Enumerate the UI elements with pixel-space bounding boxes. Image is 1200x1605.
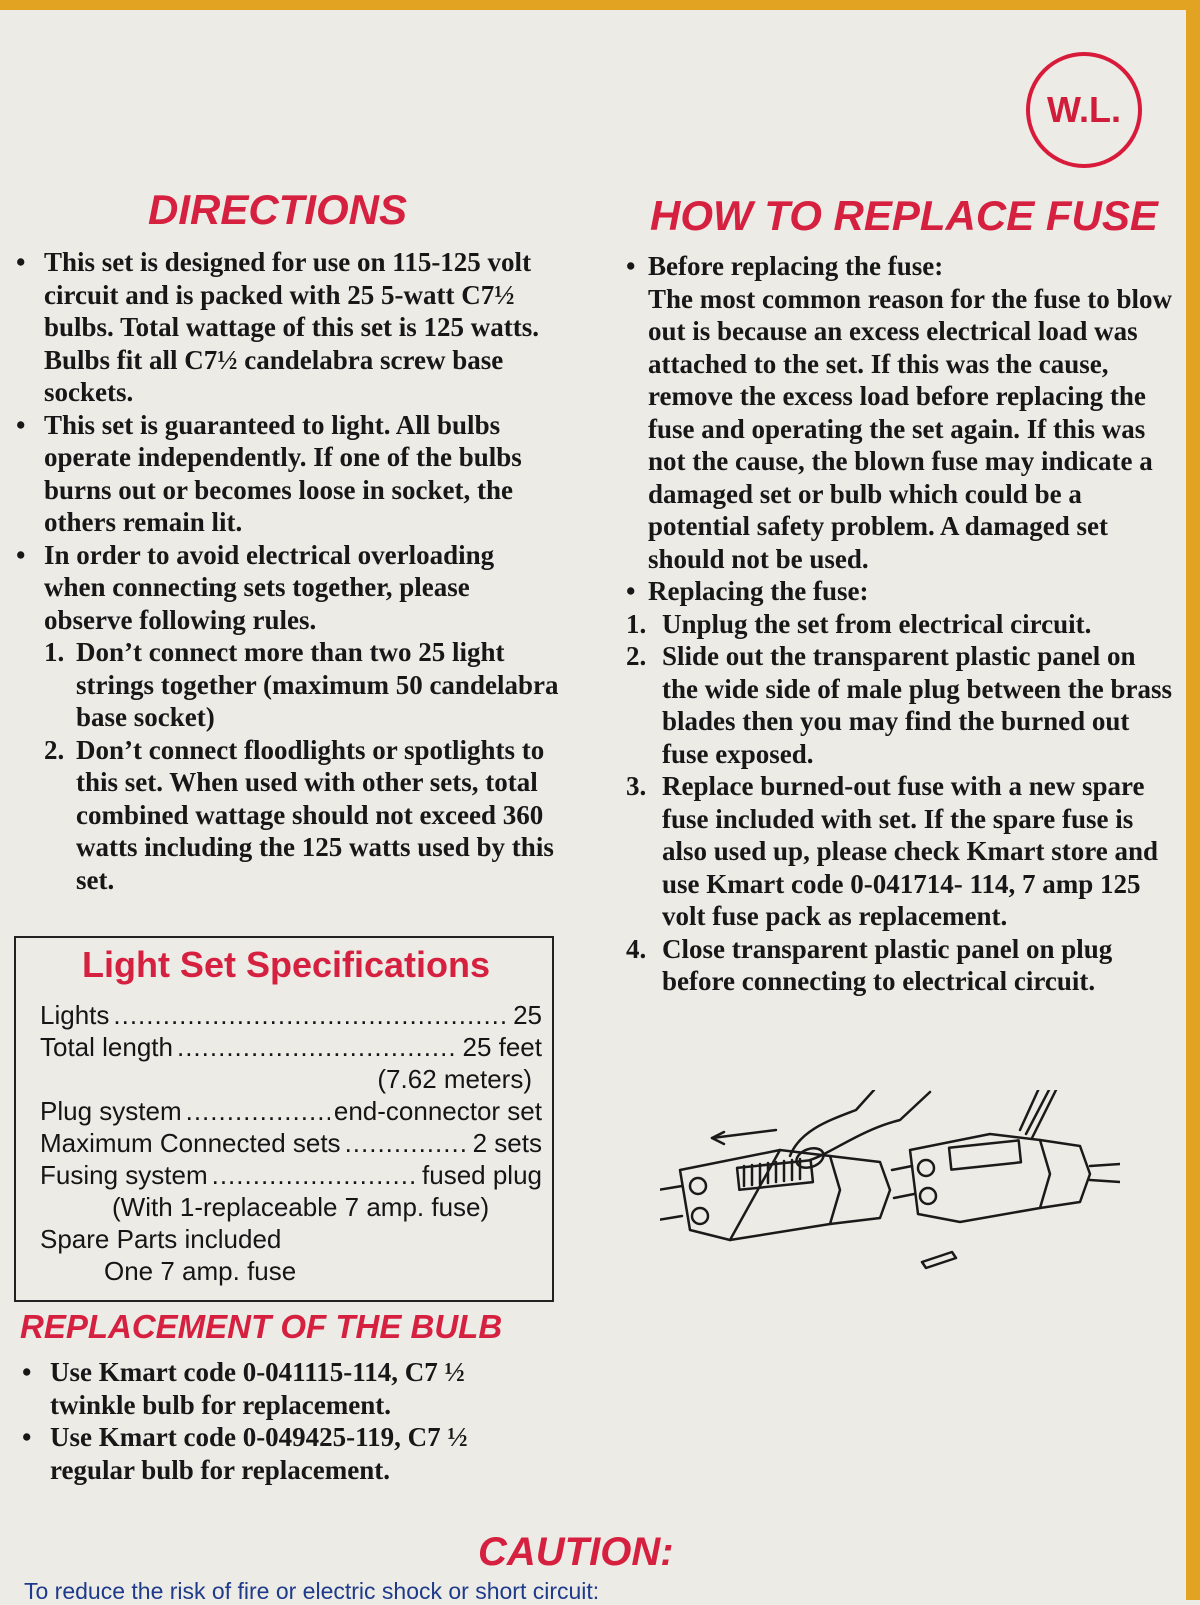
fuse-step-text: Slide out the transparent plastic panel on the wide side of male plug between the brass blades then you may find the burned out fuse exposed. <box>662 641 1172 769</box>
spec-fuse-note: (With 1-replaceable 7 amp. fuse) <box>112 1192 490 1222</box>
fuse-step-text: Unplug the set from electrical circuit. <box>662 608 1092 639</box>
directions-bullet-2: • This set is guaranteed to light. All bulbs operate independently. If one of the bulbs burns out or becomes loose in socket, the others remain lit. <box>14 409 562 539</box>
spec-leader <box>186 1096 330 1127</box>
spec-label: Fusing system <box>40 1160 208 1190</box>
replacement-bullet-2: • Use Kmart code 0-049425-119, C7 ½ regular bulb for replacement. <box>20 1421 540 1486</box>
spec-value: 25 feet <box>462 1032 542 1062</box>
fuse-step-number: 2. <box>626 641 647 671</box>
spec-spare-value: One 7 amp. fuse <box>104 1256 297 1286</box>
spec-value: end-connector set <box>333 1096 542 1126</box>
spec-label: Lights <box>40 1000 110 1030</box>
right-border <box>1186 0 1200 1600</box>
directions-section <box>14 246 562 896</box>
directions-title: DIRECTIONS <box>148 186 408 233</box>
spec-value: 25 <box>513 1000 542 1030</box>
rule-number-1: 1. <box>44 637 65 667</box>
fuse-step-text: Close transparent plastic panel on plug before connecting to electrical circuit. <box>662 933 1113 996</box>
caution-title: CAUTION: <box>478 1530 674 1574</box>
spec-label: Total length <box>40 1032 173 1062</box>
fuse-step-1 <box>626 608 1174 641</box>
rule-text-1: Don’t connect more than two 25 light strings together (maximum 50 candelabra base socket) <box>76 637 559 732</box>
plug-fuse-illustration-icon <box>660 1090 1120 1280</box>
spec-leader <box>345 1128 469 1159</box>
fuse-replacing-label: • Replacing the fuse: <box>626 575 1174 608</box>
fuse-step-3 <box>626 770 1174 933</box>
spec-leader <box>177 1032 459 1063</box>
rule-item-1 <box>14 636 562 734</box>
fuse-step-text: Replace burned-out fuse with a new spare fuse included with set. If the spare fuse is also used up, please check Kmart store and use Kmart code 0-041714- 114, 7 amp 125 volt fuse pack as replacement. <box>662 771 1159 931</box>
spec-value: fused plug <box>422 1160 542 1190</box>
rule-number-2: 2. <box>44 734 65 765</box>
directions-bullet-1: • This set is designed for use on 115-125 volt circuit and is packed with 25 5-watt C7½ bulbs. Total wattage of this set is 125 watts. Bulbs fit all C7½ candelabra screw base sockets. <box>14 246 562 409</box>
rule-item-2 <box>14 734 562 897</box>
wl-seal-icon <box>1026 52 1142 168</box>
spec-row-max-sets <box>40 1128 542 1159</box>
replacement-section <box>20 1356 540 1486</box>
spec-leader <box>113 1000 509 1031</box>
fuse-before-label: • Before replacing the fuse: <box>626 250 1174 283</box>
spec-row-fusing <box>40 1160 542 1191</box>
spec-row-plug <box>40 1096 542 1127</box>
rule-text-2: Don’t connect floodlights or spotlights to this set. When used with other sets, total combined wattage should not exceed 360 watts including the 125 watts used by this set. <box>76 734 554 895</box>
caution-text: To reduce the risk of fire or electric shock or short circuit: <box>24 1578 600 1604</box>
spec-value: 2 sets <box>472 1128 542 1158</box>
spec-leader <box>212 1160 418 1191</box>
spec-title: Light Set Specifications <box>81 944 491 985</box>
fuse-step-number: 1. <box>626 608 647 639</box>
spec-row-lights <box>40 1000 542 1031</box>
fuse-before-text: The most common reason for the fuse to blow out is because an excess electrical load was attached to the set. If this was the cause, remove the excess load before replacing the fuse and operating the set again. If this was not the cause, the blown fuse may indicate a damaged set or bulb which could be a potential safety problem. A damaged set should not be used. <box>648 283 1172 574</box>
replacement-bullet-1: • Use Kmart code 0-041115-114, C7 ½ twinkle bulb for replacement. <box>20 1356 540 1421</box>
replacement-title: REPLACEMENT OF THE BULB <box>20 1308 503 1345</box>
spec-label: Maximum Connected sets <box>40 1128 341 1158</box>
spec-row-length <box>40 1032 542 1063</box>
fuse-title: HOW TO REPLACE FUSE <box>650 192 1158 239</box>
fuse-step-4 <box>626 933 1174 998</box>
fuse-section <box>626 250 1174 998</box>
directions-bullet-3: • In order to avoid electrical overloading when connecting sets together, please observe following rules. <box>14 539 562 637</box>
seal-text: W.L. <box>1047 89 1121 130</box>
spec-length-metric: (7.62 meters) <box>377 1064 532 1094</box>
fuse-step-number: 3. <box>626 771 647 801</box>
top-border <box>0 0 1200 22</box>
spec-label: Plug system <box>40 1096 182 1126</box>
spec-box <box>14 936 554 1302</box>
fuse-step-2 <box>626 640 1174 770</box>
fuse-step-number: 4. <box>626 933 647 964</box>
spec-spare-label: Spare Parts included <box>40 1224 282 1254</box>
